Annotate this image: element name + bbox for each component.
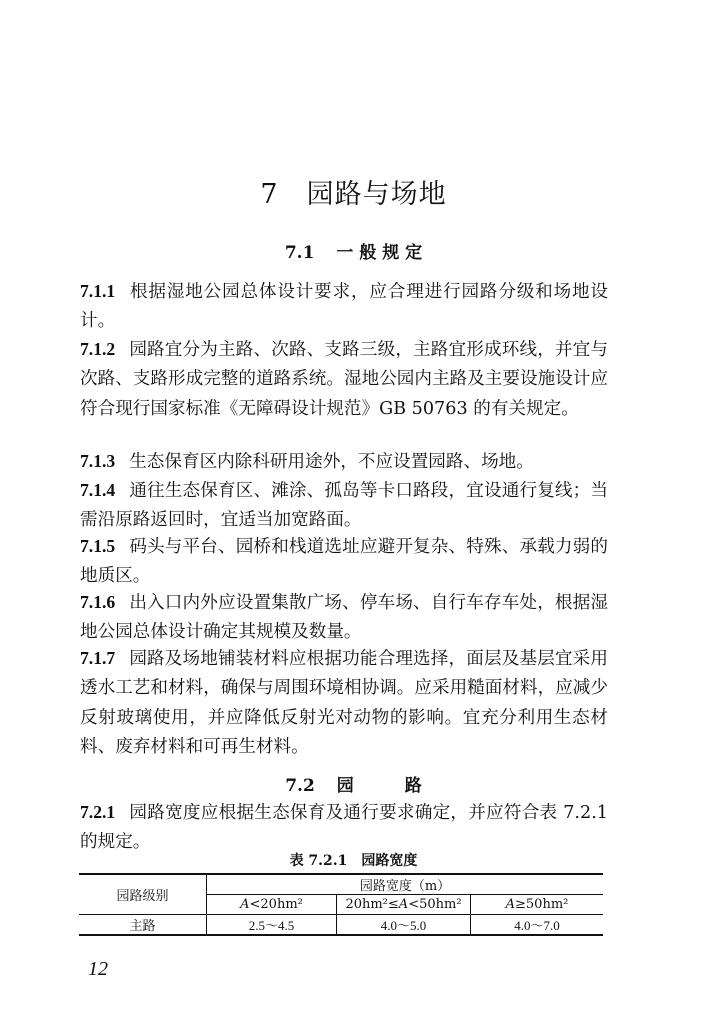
clause-text: 生态保育区内除科研用途外，不应设置园路、场地。 — [129, 452, 534, 472]
clause-text: 码头与平台、园桥和栈道选址应避开复杂、特殊、承载力弱的地质区。 — [80, 537, 608, 587]
clause-number: 7.1.7 — [80, 648, 116, 668]
clause-number: 7.1.5 — [80, 536, 116, 556]
column-header-cell: 20hm²≤A<50hm² — [337, 895, 471, 915]
row-label-cell: 主路 — [79, 915, 207, 936]
row-header-cell: 园路级别 — [79, 874, 207, 915]
table-header-row — [79, 874, 603, 895]
section-heading-7-1 — [0, 238, 707, 263]
table-caption: 表 7.2.1 园路宽度 — [289, 853, 418, 869]
page-number: 12 — [88, 958, 108, 980]
clause-7-1-6 — [80, 588, 608, 648]
clause-7-1-2 — [80, 335, 608, 424]
group-header-cell: 园路宽度（m） — [207, 874, 604, 895]
clause-number: 7.1.2 — [80, 339, 116, 359]
road-width-table — [79, 873, 603, 936]
clause-7-1-7 — [80, 644, 608, 762]
clause-number: 7.1.1 — [80, 281, 116, 301]
section-heading-7-2 — [0, 771, 707, 796]
clause-text: 通往生态保育区、滩涂、孤岛等卡口路段，宜设通行复线；当需沿原路返回时，宜适当加宽路面。 — [80, 481, 608, 531]
clause-number: 7.2.1 — [80, 802, 116, 822]
clause-number: 7.1.3 — [80, 451, 116, 471]
section-title: 园 路 — [336, 776, 422, 796]
clause-7-1-5 — [80, 532, 608, 592]
section-number: 7.2 — [285, 776, 315, 796]
section-number: 7.1 — [284, 243, 315, 263]
clause-number: 7.1.6 — [80, 592, 116, 612]
column-header-cell: A<20hm² — [207, 895, 337, 915]
chapter-title: 7 园路与场地 — [260, 179, 447, 210]
clause-7-2-1 — [80, 798, 608, 858]
table-cell: 2.5～4.5 — [207, 915, 337, 936]
clause-text: 出入口内外应设置集散广场、停车场、自行车存车处，根据湿地公园总体设计确定其规模及数量。 — [80, 593, 608, 643]
clause-text: 根据湿地公园总体设计要求，应合理进行园路分级和场地设计。 — [80, 282, 608, 332]
clause-number: 7.1.4 — [80, 480, 116, 500]
column-header-cell: A≥50hm² — [471, 895, 604, 915]
clause-7-1-3 — [80, 447, 608, 477]
section-title: 一 般 规 定 — [336, 243, 423, 263]
table-cell: 4.0～7.0 — [471, 915, 604, 936]
clause-7-1-4 — [80, 476, 608, 536]
table-cell: 4.0～5.0 — [337, 915, 471, 936]
table-row — [79, 915, 603, 936]
clause-text: 园路宽度应根据生态保育及通行要求确定，并应符合表 7.2.1 的规定。 — [80, 803, 608, 853]
clause-text: 园路宜分为主路、次路、支路三级，主路宜形成环线，并宜与次路、支路形成完整的道路系统。湿地公园内主路及主要设施设计应符合现行国家标准《无障碍设计规范》GB 50763 的有关规定。 — [80, 340, 608, 419]
clause-7-1-1 — [80, 277, 608, 337]
clause-text: 园路及场地铺装材料应根据功能合理选择，面层及基层宜采用透水工艺和材料，确保与周围环境相协调。应采用糙面材料，应减少反射玻璃使用，并应降低反射光对动物的影响。宜充分利用生态材料、废弃材料和可再生材料。 — [80, 649, 608, 757]
